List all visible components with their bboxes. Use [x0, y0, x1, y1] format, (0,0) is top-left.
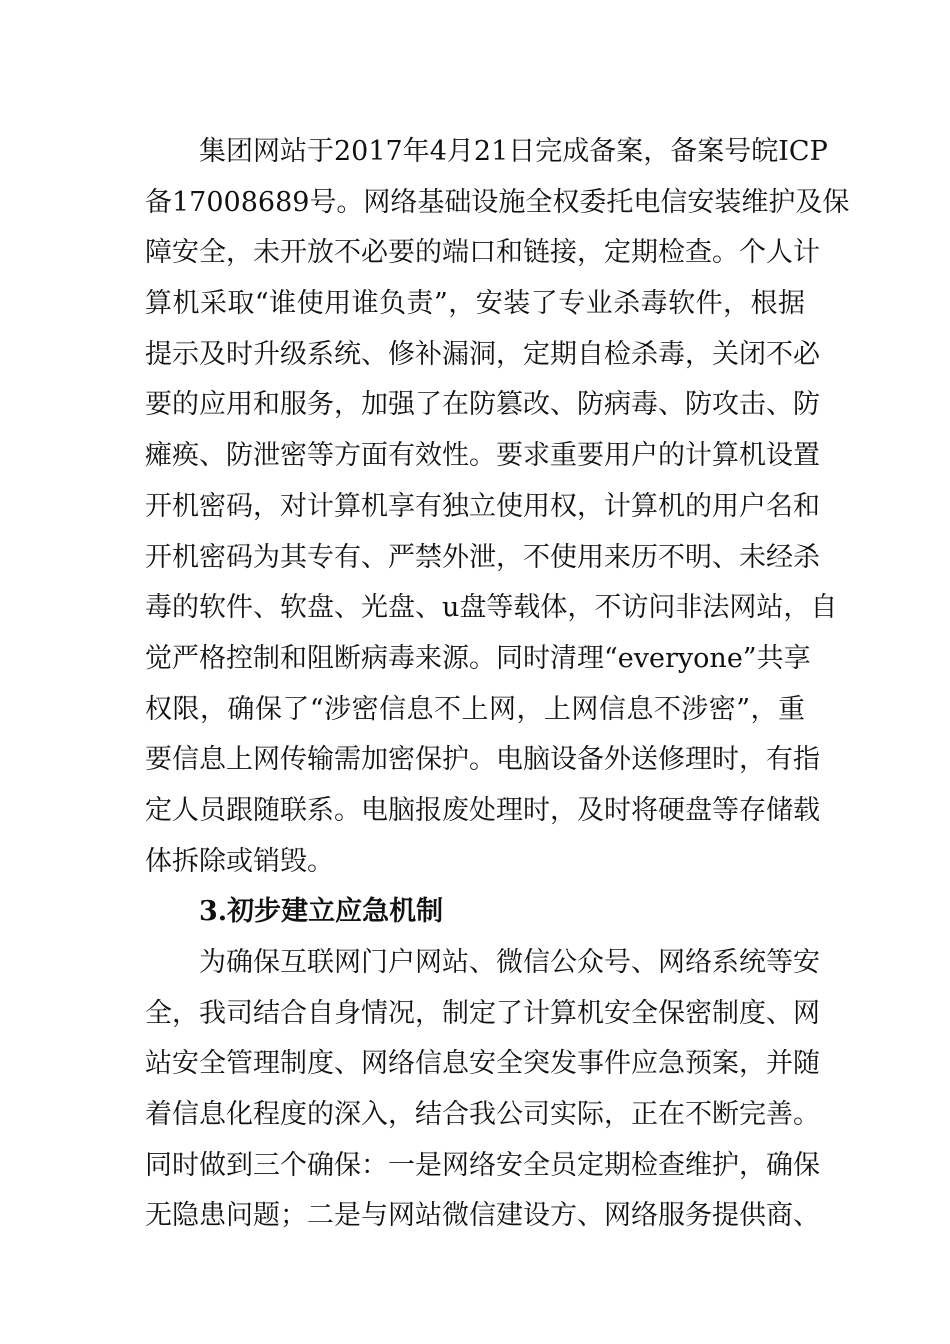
- text-line: 障安全，未开放不必要的端口和链接，定期检查。个人计: [145, 237, 820, 269]
- text-line: 觉严格控制和阻断病毒来源。同时清理“everyone”共享: [145, 642, 811, 674]
- text-line: 站安全管理制度、网络信息安全突发事件应急预案，并随: [145, 1048, 820, 1080]
- section-heading: 3.初步建立应急机制: [199, 896, 444, 928]
- paragraph-emergency-mechanism: [145, 938, 820, 1242]
- text-line: 毒的软件、软盘、光盘、u盘等载体，不访问非法网站，自: [145, 592, 838, 624]
- text-line: 为确保互联网门户网站、微信公众号、网络系统等安: [199, 947, 820, 978]
- text-line: 提示及时升级系统、修补漏洞，定期自检杀毒，关闭不必: [145, 338, 820, 370]
- text-line: 备17008689号。网络基础设施全权委托电信安装维护及保: [145, 186, 850, 218]
- text-line: 要的应用和服务，加强了在防篡改、防病毒、防攻击、防: [145, 389, 820, 421]
- text-line: 无隐患问题；二是与网站微信建设方、网络服务提供商、: [145, 1200, 820, 1232]
- text-line: 同时做到三个确保：一是网络安全员定期检查维护，确保: [145, 1149, 820, 1181]
- text-line: 开机密码为其专有、严禁外泄，不使用来历不明、未经杀: [145, 541, 820, 573]
- text-line: 全，我司结合自身情况，制定了计算机安全保密制度、网: [145, 997, 820, 1029]
- text-line: 要信息上网传输需加密保护。电脑设备外送修理时，有指: [145, 744, 820, 776]
- text-line: 集团网站于2017年4月21日完成备案，备案号皖ICP: [199, 136, 828, 167]
- text-line: 算机采取“谁使用谁负责”，安装了专业杀毒软件，根据: [145, 288, 805, 320]
- body-text: [145, 127, 850, 1242]
- text-line: 定人员跟随联系。电脑报废处理时，及时将硬盘等存储载: [145, 794, 820, 826]
- text-line: 瘫痪、防泄密等方面有效性。要求重要用户的计算机设置: [145, 440, 820, 472]
- text-line: 开机密码，对计算机享有独立使用权，计算机的用户名和: [145, 490, 820, 522]
- paragraph-website-security: [145, 127, 850, 887]
- section-heading-block: [145, 887, 805, 938]
- text-line: 权限，确保了“涉密信息不上网，上网信息不涉密”，重: [145, 693, 805, 725]
- text-line: 着信息化程度的深入，结合我公司实际，正在不断完善。: [145, 1099, 820, 1131]
- text-line: 体拆除或销毁。: [145, 845, 334, 877]
